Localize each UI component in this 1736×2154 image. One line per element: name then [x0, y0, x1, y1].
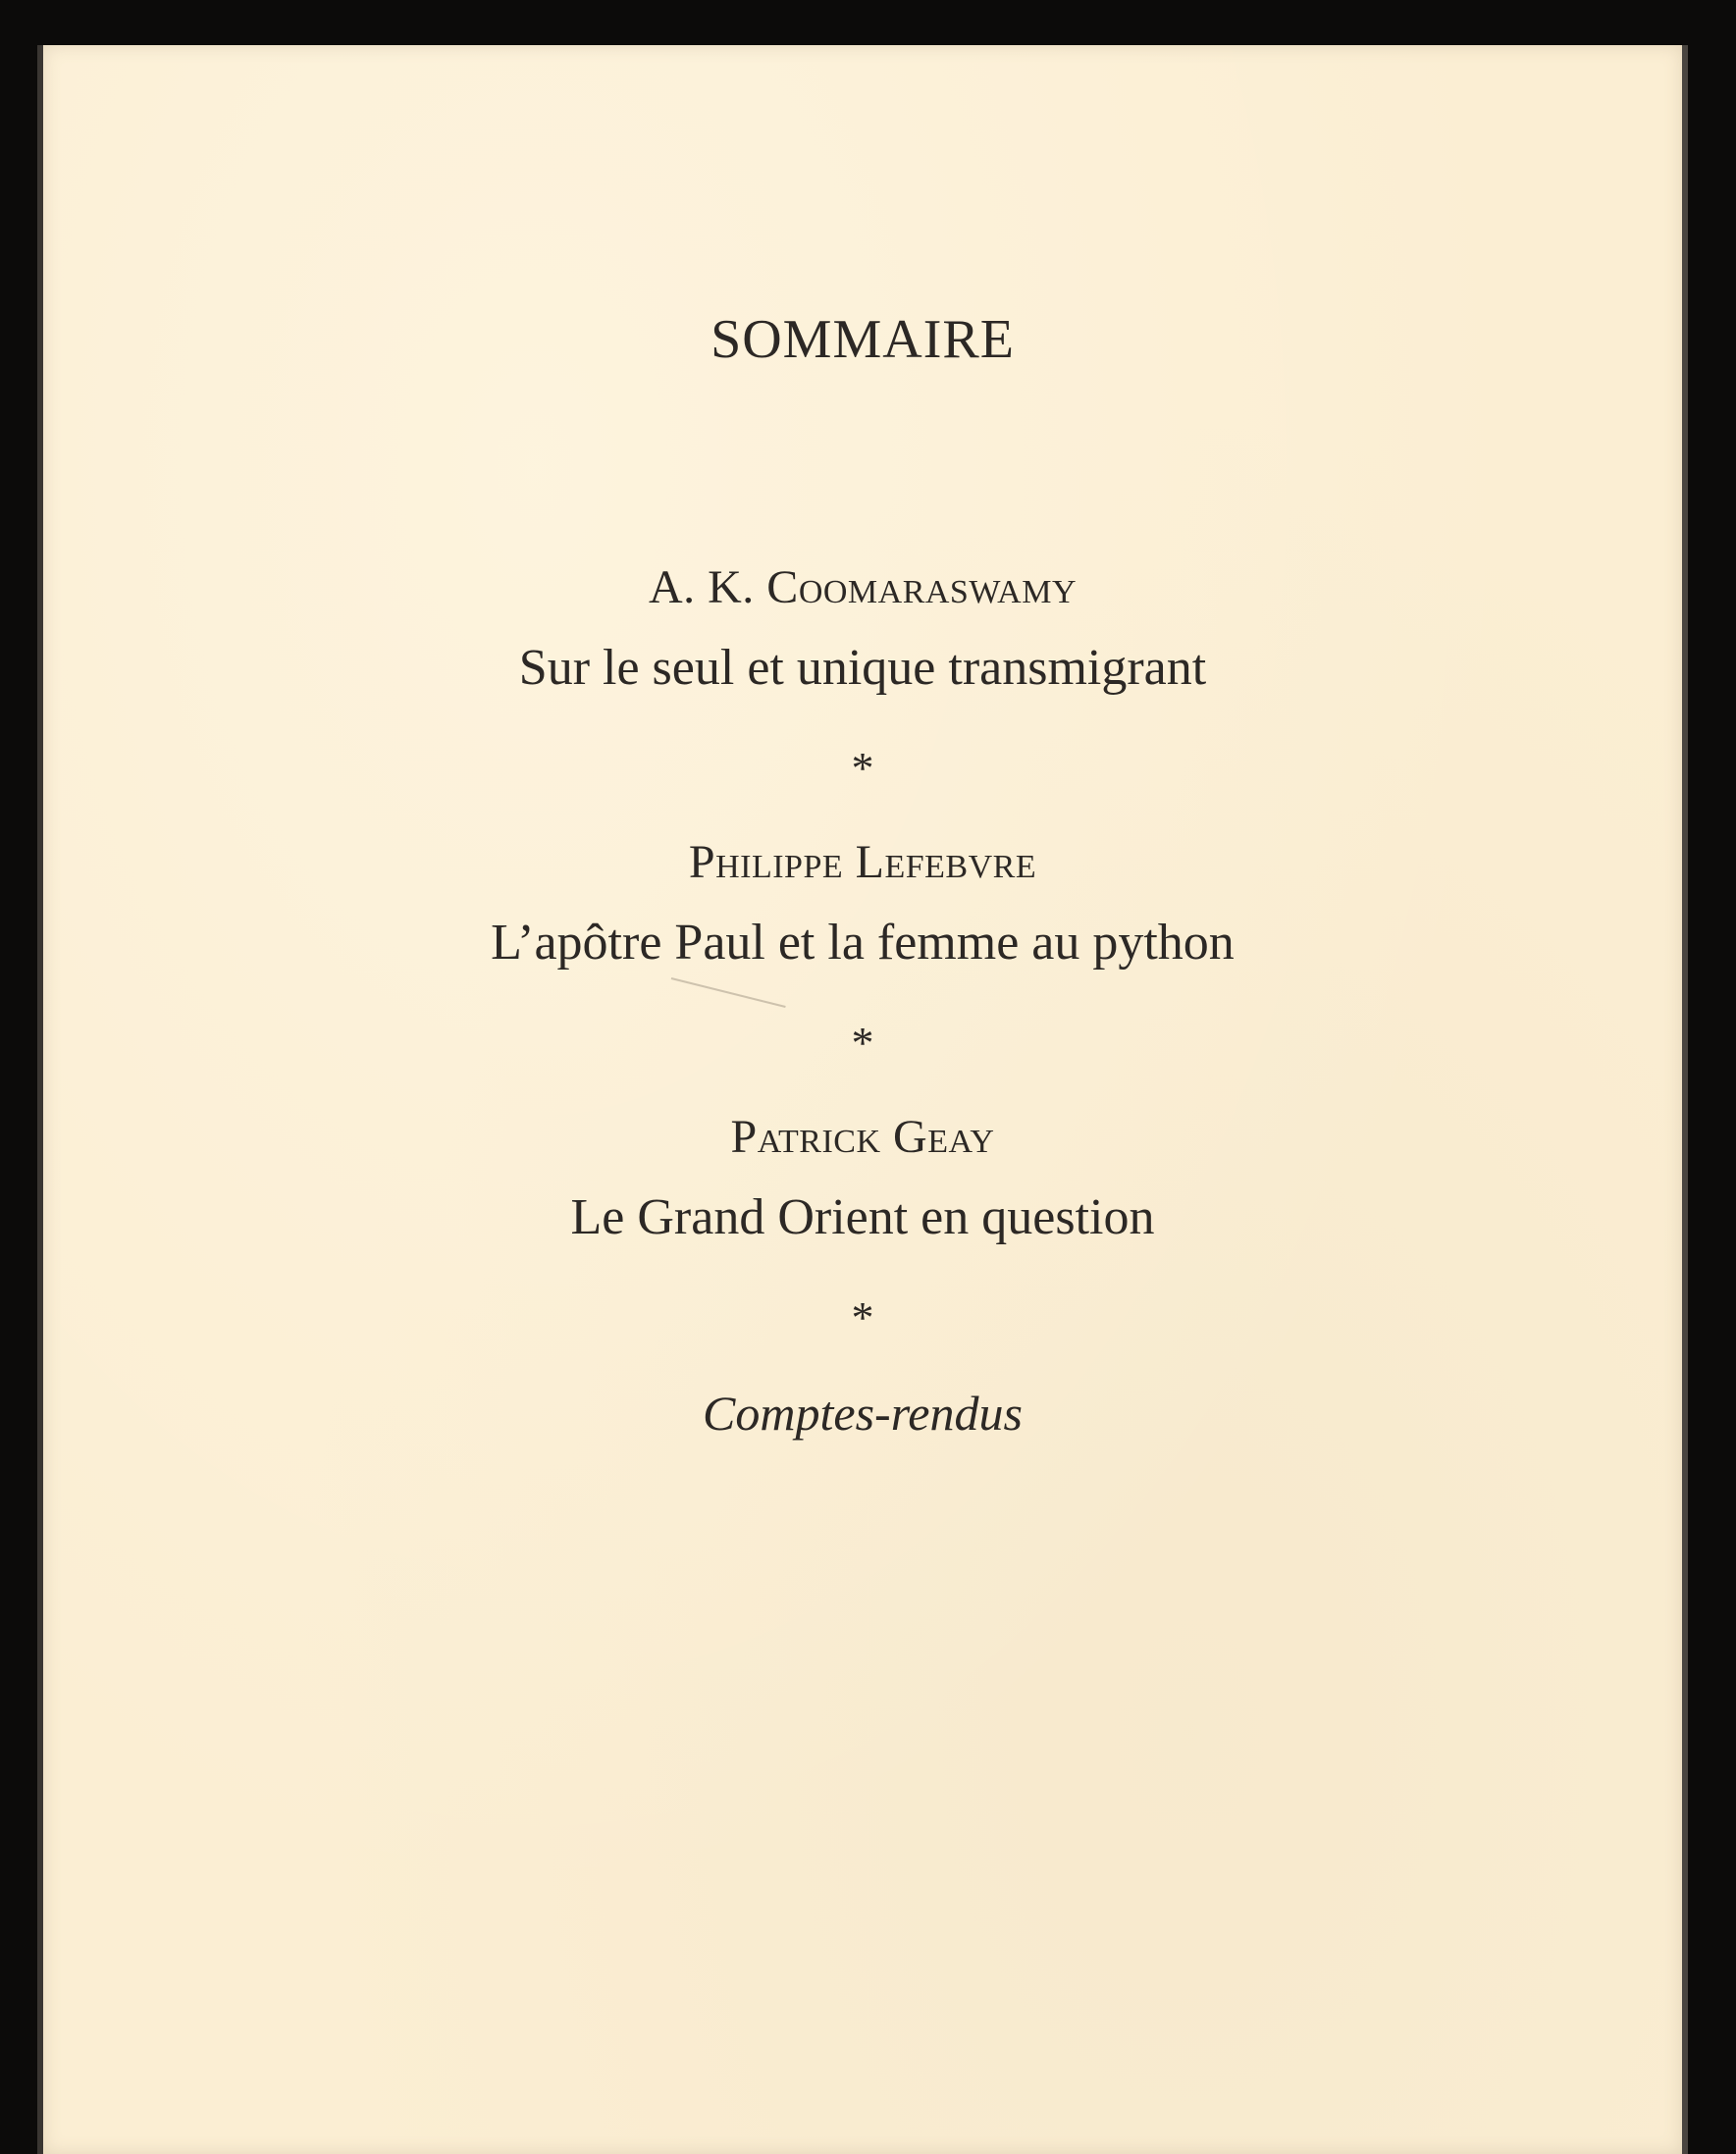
entry-1-article-title: Sur le seul et unique transmigrant — [518, 640, 1207, 696]
entry-3-article-title: Le Grand Orient en question — [570, 1189, 1155, 1245]
entry-3-separator-asterisk: * — [851, 1292, 874, 1342]
contents-title: SOMMAIRE — [710, 309, 1015, 370]
book-page — [43, 45, 1682, 2154]
entry-2-author: Philippe Lefebvre — [688, 836, 1037, 888]
entry-2-separator-asterisk: * — [851, 1018, 874, 1068]
paper-scratch-mark — [671, 977, 786, 1008]
entry-1-author: A. K. Coomaraswamy — [648, 561, 1078, 613]
entry-1-separator-asterisk: * — [851, 743, 874, 793]
reviews-section-title: Comptes-rendus — [703, 1386, 1023, 1441]
entry-2-article-title: L’apôtre Paul et la femme au python — [491, 915, 1235, 971]
page-right-edge-shadow — [1682, 45, 1688, 2154]
entry-3-author: Patrick Geay — [730, 1111, 995, 1163]
